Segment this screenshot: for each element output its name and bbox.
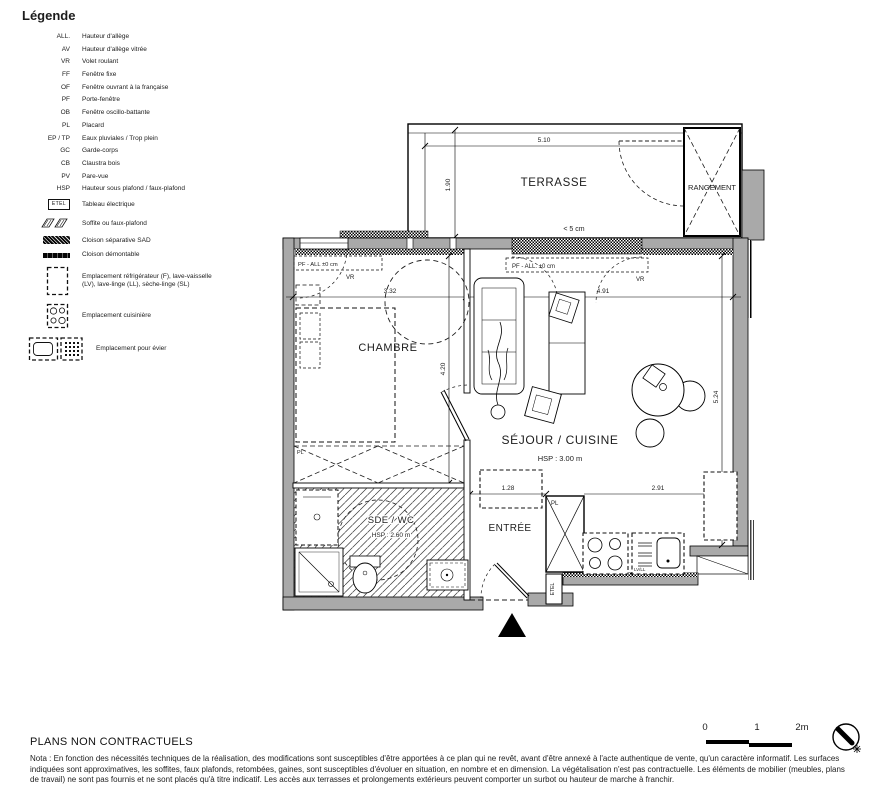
legend-code: OB (60, 109, 70, 117)
etel-label: ETEL (550, 582, 556, 596)
north-arrow-icon (498, 613, 526, 637)
legend-label: Emplacement cuisinière (82, 312, 152, 320)
chambre-width-dim: 3.32 (383, 288, 397, 295)
chambre-window (300, 238, 348, 249)
legend-code: VR (60, 58, 70, 66)
cuisine-width-dim: 2.91 (651, 485, 665, 492)
chair (636, 419, 664, 447)
entree-width-dim: 1.28 (501, 485, 515, 492)
legend-label: Garde-corps (82, 147, 119, 155)
cuisiniere-emplacement (583, 533, 628, 574)
legend-code: HSP (56, 185, 70, 193)
legend-label: Volet roulant (82, 58, 119, 66)
vr-chambre-label: VR (346, 275, 355, 281)
legend-code: PV (61, 172, 70, 180)
legend-code: EP / TP (47, 134, 70, 142)
legend-label: Hauteur sous plafond / faux-plafond (82, 185, 185, 193)
rangement-label: RANGEMENT (688, 183, 736, 192)
footer-nota: Nota : En fonction des nécessités techniques de la réalisation, des modifications sont susceptibles d'être apportées à ce plan qui ne revêt, avant d'être annexé à l'acte authentique de vente, qu'un caractère informatif. Les surfaces indiquées sont approximatives, les soffites, faux plafonds, retombées, gaines, sont susceptibles d'évoluer en situation, en nombre et en dimension. La végétalisation n'est pas contractuelle. Les éléments de mobilier (meubles, plans de travail) ne sont pas fournis et ne sont placés qu'à titre indicatif. Les accès aux terrasses et prolongements extérieurs peuvent comporter un surbot ou hauteur de marche à franchir. (30, 754, 845, 785)
sde-label: SDE / WC (367, 515, 415, 526)
sink-basin (657, 538, 680, 568)
legend-label: Fenêtre oscillo-battante (82, 109, 150, 117)
sejour-height-dim: 5.24 (713, 390, 720, 404)
footer-title: PLANS NON CONTRACTUELS (30, 736, 194, 748)
entry-door (495, 565, 527, 598)
pf-all-chambre-label: PF - ALL ±0 cm (298, 262, 338, 268)
legend-label: Soffite ou faux-plafond (82, 219, 147, 227)
legend-label: Hauteur d'allège vitrée (82, 45, 147, 53)
legend-code: OF (60, 83, 70, 91)
sejour-label: SÉJOUR / CUISINE (501, 433, 619, 447)
bed (296, 308, 395, 442)
legend-label: Eaux pluviales / Trop plein (82, 134, 158, 142)
pl-dressing-label: PL (297, 450, 304, 456)
pl-entree-label: PL (551, 501, 559, 507)
legend-label: Pare-vue (82, 172, 109, 180)
legend-code: ALL. (56, 33, 70, 40)
vr-sejour-label: VR (636, 277, 645, 283)
legend-label: Emplacement pour évier (96, 345, 167, 353)
legend-code: AV (61, 45, 70, 53)
legend-title: Légende (22, 8, 76, 23)
legend-code: PL (62, 121, 70, 129)
legend-label: Cloison séparative SAD (82, 236, 151, 244)
chambre-area (294, 249, 469, 442)
gap-note: < 5 cm (563, 226, 585, 233)
legend-code: FF (62, 71, 70, 79)
legend-code: CB (60, 159, 70, 167)
lave-linge-emplacement (296, 490, 338, 545)
separative-wall-strip (748, 520, 754, 580)
sofa (474, 278, 524, 394)
sejour-area (474, 257, 705, 463)
etel-symbol-icon: ETEL (48, 199, 70, 211)
chambre-label: CHAMBRE (358, 342, 418, 354)
chambre-height-dim: 4.20 (440, 362, 447, 376)
legend-label: Tableau électrique (82, 200, 135, 208)
terrasse-height-dim: 1.90 (445, 178, 452, 192)
sejour-width-dim: 4.91 (596, 288, 610, 295)
compass-icon (833, 724, 861, 753)
legend-label: Placard (82, 121, 105, 129)
lv-ll-label: LV/LL (634, 567, 646, 572)
terrasse-label: TERRASSE (520, 177, 588, 189)
legend-label: Hauteur d'allège (82, 33, 130, 40)
nightstand (296, 285, 320, 305)
legend-label: Claustra bois (82, 159, 120, 167)
entree-label: ENTRÉE (488, 523, 532, 534)
legend-label: Porte-fenêtre (82, 96, 120, 104)
sde-wc-area (294, 488, 468, 597)
legend-label: Cloison démontable (82, 251, 140, 259)
scale-0: 0 (702, 722, 708, 733)
sde-hsp-label: HSP : 2.60 m (371, 532, 411, 539)
legend-label: Fenêtre ouvrant à la française (82, 83, 169, 91)
pf-all-sejour-label: PF - ALL. ±0 cm (512, 264, 555, 270)
sejour-hsp-label: HSP : 3.00 m (537, 454, 583, 463)
legend-label: Fenêtre fixe (82, 71, 117, 79)
neighbour-wall (742, 170, 764, 240)
legend-code: PF (61, 96, 70, 104)
scale-bar (702, 722, 808, 747)
legend-label: Emplacement réfrigérateur (F), lave-vaisselle (LV), lave-linge (LL), sèche-linge (SL) (82, 273, 212, 288)
dressing-placard (294, 446, 464, 483)
terrasse-width-dim: 5.10 (537, 137, 551, 144)
refrigerateur-emplacement (704, 472, 737, 540)
legend-code: GC (60, 147, 70, 155)
scale-2m: 2m (795, 722, 809, 733)
toilet (353, 563, 377, 593)
scale-1: 1 (754, 722, 760, 733)
